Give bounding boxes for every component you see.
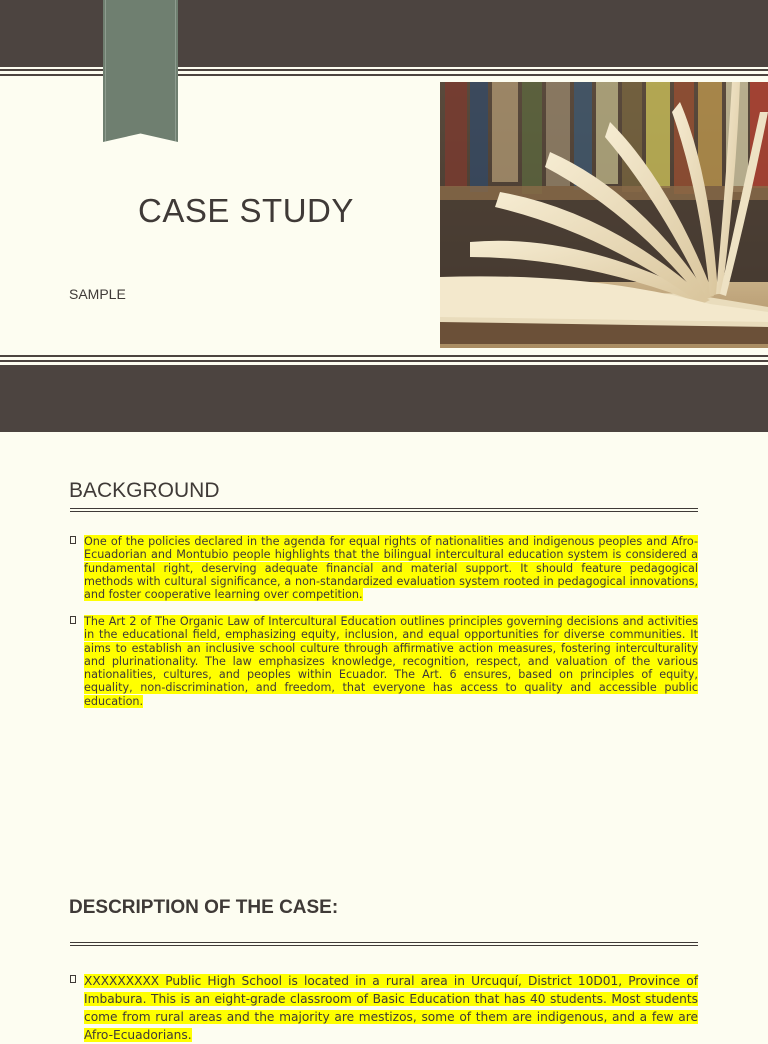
title-slide <box>0 0 768 432</box>
heading-rule-2 <box>70 511 698 512</box>
bullet-text: The Art 2 of The Organic Law of Intercultural Education outlines principles governing decisions and activities in the educational field, emphasizing equity, inclusion, and equal opportunities for diverse communities. It aims to establish an inclusive school culture through affirmative action measures, fostering interculturality and plurinationality. The law emphasizes knowledge, recognition, respect, and valuation of the various nationalities, cultures, and peoples within Ecuador. The Art. 6 ensures, based on principles of equity, equality, non-discrimination, and freedom, that everyone has access to quality and accessible public education. <box>84 615 698 708</box>
list-item <box>70 615 698 708</box>
heading-rule <box>70 942 698 943</box>
bottom-divider-line <box>0 355 768 357</box>
bottom-bar <box>0 365 768 432</box>
heading-rule <box>70 508 698 509</box>
list-item <box>70 535 698 601</box>
content-slide <box>0 432 768 1042</box>
bullet-text: XXXXXXXXX Public High School is located in a rural area in Urcuquí, District 10D01, Province of Imbabura. This is an eight-grade classroom of Basic Education that has 40 students. Most students come from rural areas and the majority are mestizos, some of them are indigenous, and a few are Afro-Ecuadorians. <box>84 974 698 1042</box>
open-book-image <box>440 82 768 348</box>
slide-subtitle: SAMPLE <box>69 286 126 302</box>
description-heading: DESCRIPTION OF THE CASE: <box>69 897 339 918</box>
bullet-text: One of the policies declared in the agenda for equal rights of nationalities and indigenous peoples and Afro-Ecuadorian and Montubio people highlights that the bilingual intercultural education system is considered a fundamental right, deserving adequate financial and material support. It should feature pedagogical methods with cultural significance, a non-standardized evaluation system rooted in pedagogical innovations, and foster cooperative learning over competition. <box>84 535 698 602</box>
slide-title: CASE STUDY <box>138 192 354 229</box>
list-item <box>70 972 698 1044</box>
background-heading: BACKGROUND <box>69 479 220 502</box>
bullet-icon <box>70 975 76 983</box>
bullet-icon <box>70 536 76 544</box>
bottom-divider-line-2 <box>0 360 768 362</box>
bullet-icon <box>70 616 76 624</box>
heading-rule-2 <box>70 945 698 946</box>
bookmark-ribbon <box>103 0 178 142</box>
